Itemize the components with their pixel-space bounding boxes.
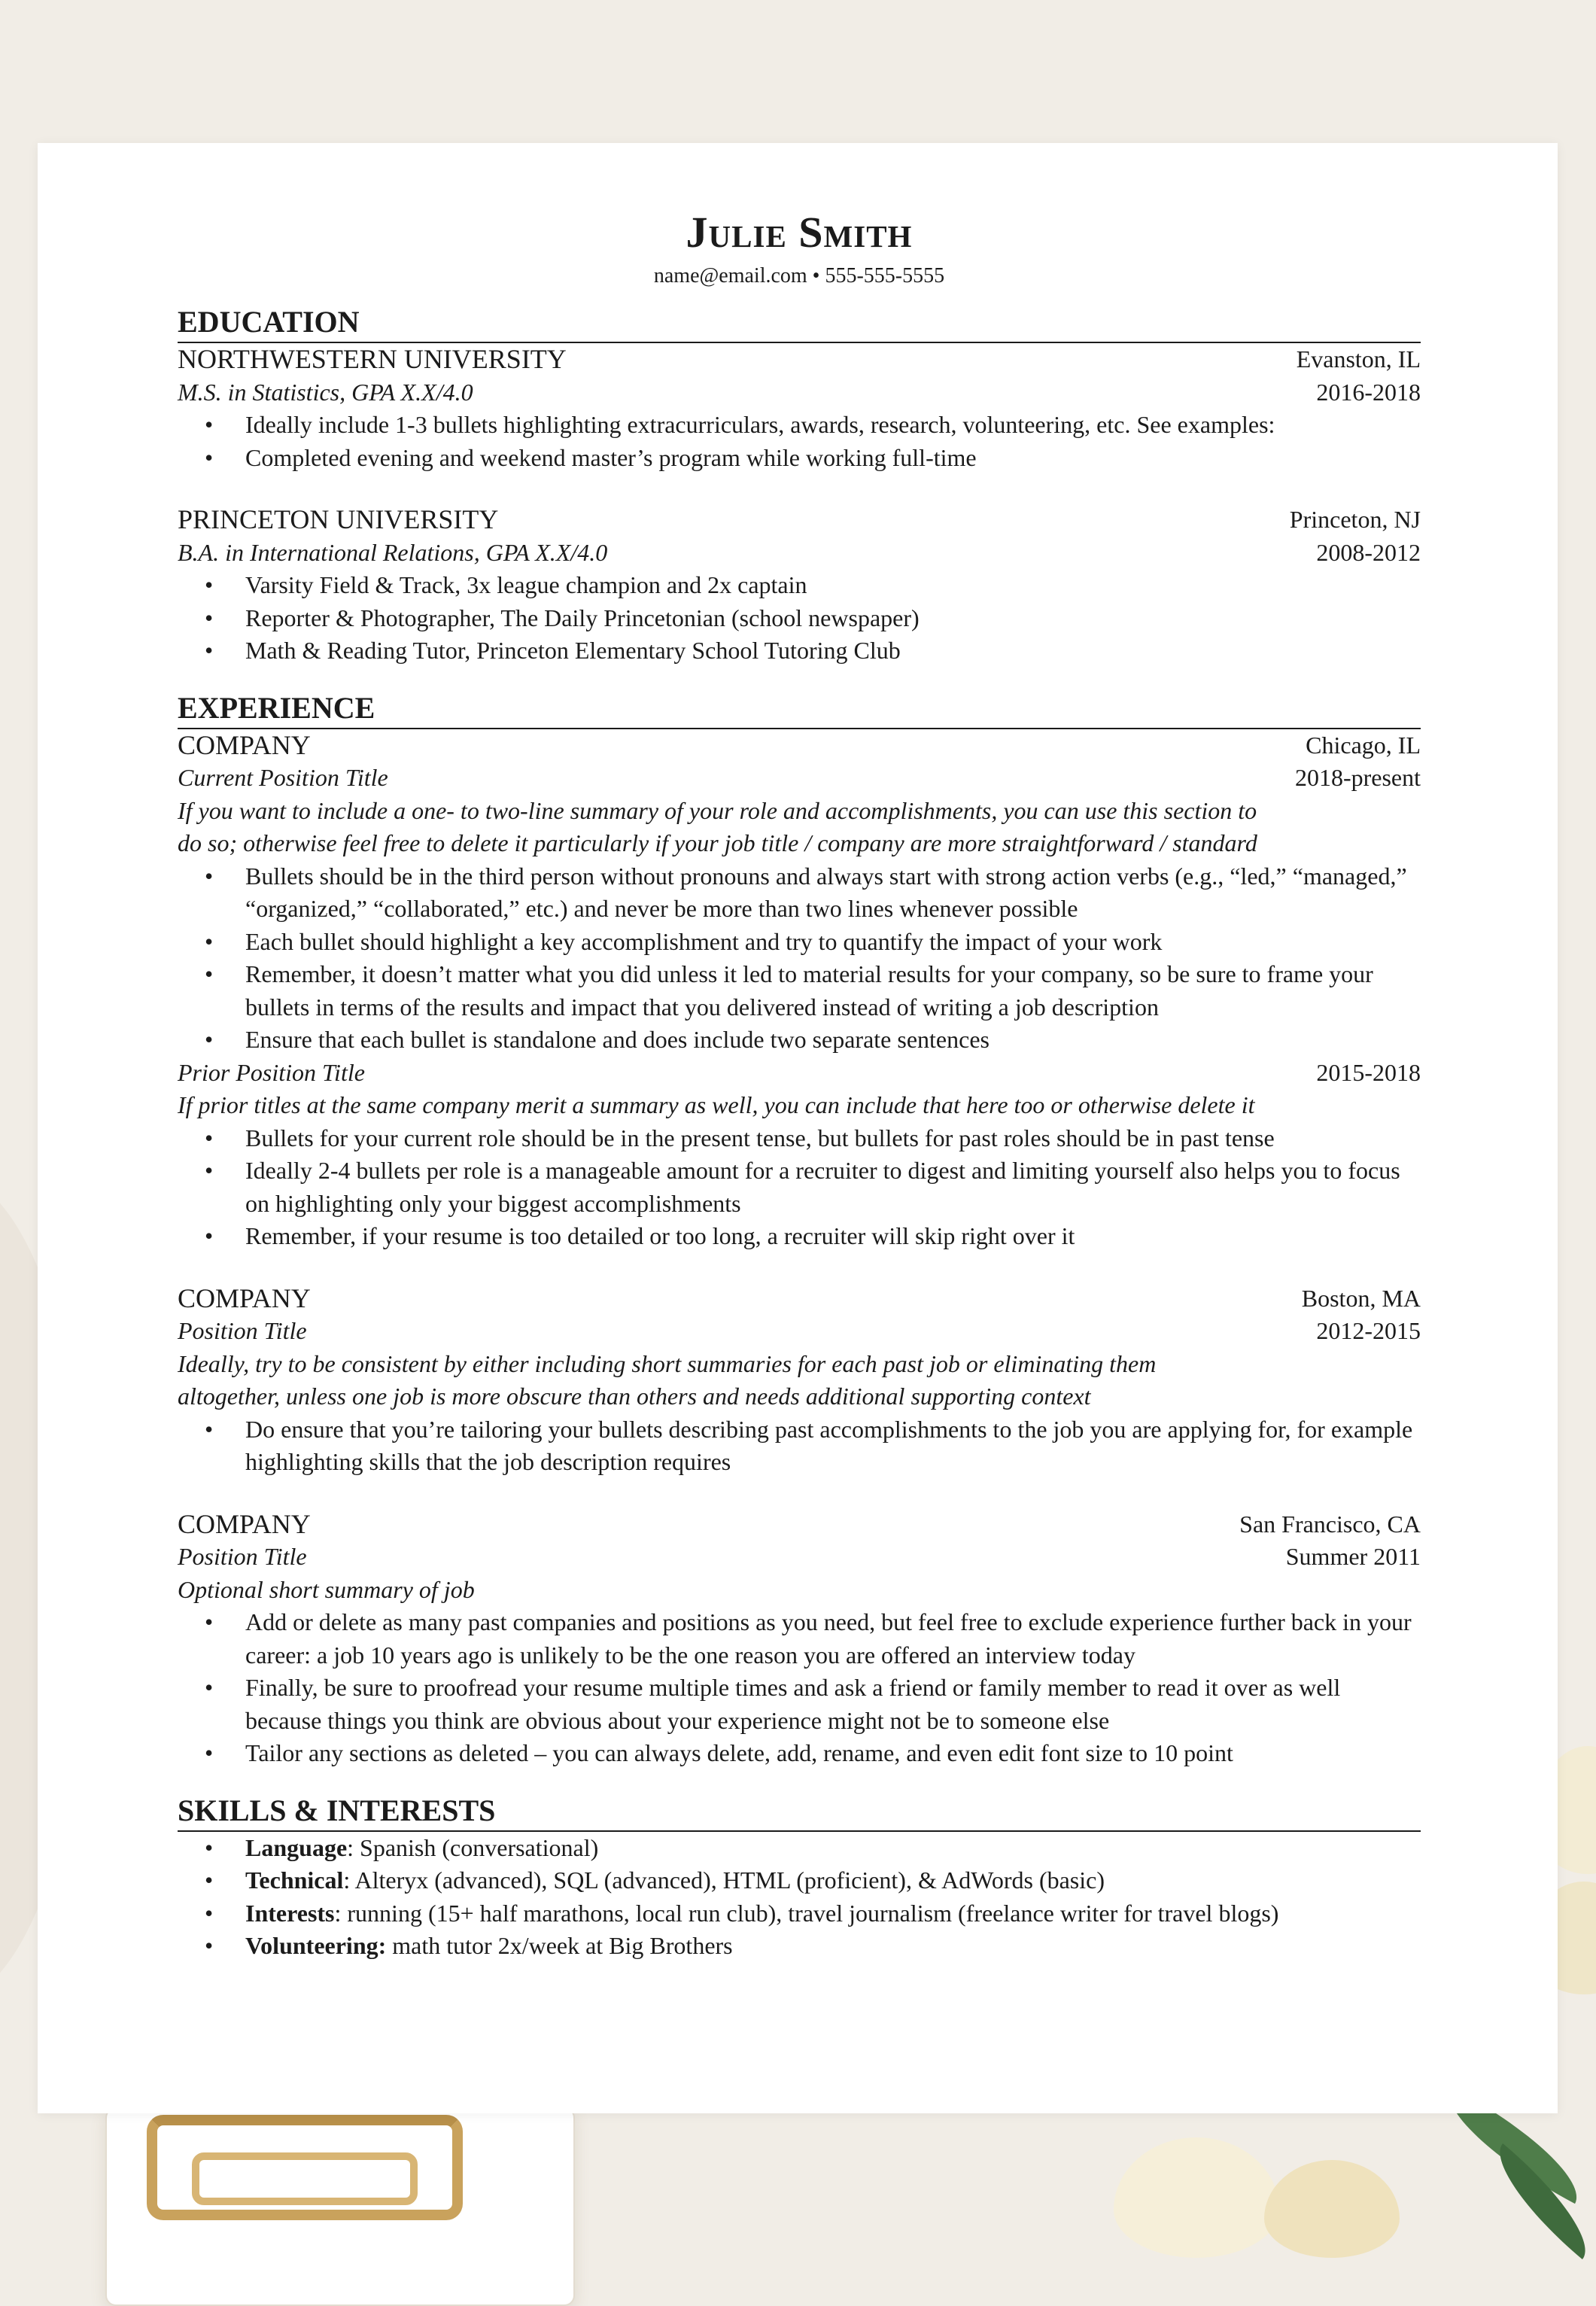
list-item: • Varsity Field & Track, 3x league champion and 2x captain (178, 569, 1421, 602)
experience-entry (178, 1508, 1421, 1770)
position-dates: 2018-present (1294, 764, 1421, 791)
position-title: Position Title (178, 1543, 307, 1570)
company-location: Boston, MA (1301, 1284, 1421, 1312)
company-location: Chicago, IL (1306, 731, 1421, 759)
company-location: San Francisco, CA (1239, 1510, 1421, 1538)
education-dates: 2016-2018 (1316, 378, 1421, 406)
role-summary: Ideally, try to be consistent by either including short summaries for each past job or eliminating them (178, 1349, 1157, 1377)
school-location: Evanston, IL (1296, 345, 1421, 373)
prior-role-summary: If prior titles at the same company merit a summary as well, you can include that here too or otherwise delete it (178, 1091, 1255, 1118)
list-item: • Ideally 2-4 bullets per role is a manageable amount for a recruiter to digest and limiting yourself also helps you to focus on highlighting only your biggest accomplishments (178, 1155, 1421, 1220)
position-title: Current Position Title (178, 764, 388, 791)
candidate-name: Julie Smith (686, 208, 913, 257)
role-summary: If you want to include a one- to two-line summary of your role and accomplishments, you can use this section to (178, 796, 1257, 824)
list-item: • Add or delete as many past companies and positions as you need, but feel free to exclude experience further back in your career: a job 10 years ago is unlikely to be the one reason you are offered an interview today (178, 1606, 1421, 1672)
list-item: • Remember, it doesn’t matter what you did unless it led to material results for your company, so be sure to frame your bullets in terms of the results and impact that you delivered instead of writing a job description (178, 958, 1421, 1024)
prior-position-dates: 2015-2018 (1316, 1058, 1421, 1086)
skill-label: Language (245, 1833, 348, 1861)
skill-text: math tutor 2x/week at Big Brothers (386, 1932, 733, 1959)
company-name: COMPANY (178, 1508, 311, 1539)
experience-heading: EXPERIENCE (178, 689, 1421, 729)
role-summary: do so; otherwise feel free to delete it particularly if your job title / company are more straightforward / standard (178, 829, 1257, 856)
list-item: • Tailor any sections as deleted – you can always delete, add, rename, and even edit font size to 10 point (178, 1737, 1421, 1770)
school-location: Princeton, NJ (1289, 506, 1421, 533)
list-item: • Bullets for your current role should be in the present tense, but bullets for past roles should be in past tense (178, 1122, 1421, 1155)
position-dates: Summer 2011 (1285, 1543, 1421, 1570)
company-name: COMPANY (178, 729, 311, 760)
list-item: • Remember, if your resume is too detailed or too long, a recruiter will skip right over it (178, 1220, 1421, 1253)
education-entry (178, 503, 1421, 668)
skill-label: Volunteering: (245, 1932, 387, 1959)
skills-list (178, 1832, 1421, 1963)
skills-heading: SKILLS & INTERESTS (178, 1791, 1421, 1832)
position-title: Position Title (178, 1317, 307, 1344)
prior-position-title: Prior Position Title (178, 1058, 365, 1086)
list-item: • Ensure that each bullet is standalone and does include two separate sentences (178, 1024, 1421, 1057)
list-item: • Reporter & Photographer, The Daily Princetonian (school newspaper) (178, 602, 1421, 635)
school-name: PRINCETON UNIVERSITY (178, 504, 499, 534)
list-item: • Finally, be sure to proofread your resume multiple times and ask a friend or family member to read it over as well because things you think are obvious about your experience might not be to someone else (178, 1672, 1421, 1737)
school-name: NORTHWESTERN UNIVERSITY (178, 344, 567, 374)
list-item: • Completed evening and weekend master’s program while working full-time (178, 442, 1421, 475)
education-entry (178, 343, 1421, 474)
skill-text: : Spanish (conversational) (347, 1833, 599, 1861)
skill-item (178, 1897, 1421, 1930)
list-item: • Do ensure that you’re tailoring your bullets describing past accomplishments to the job you are applying for, for example highlighting skills that the job description requires (178, 1413, 1421, 1479)
position-dates: 2012-2015 (1316, 1317, 1421, 1344)
education-heading: EDUCATION (178, 303, 1421, 343)
skill-text: : Alteryx (advanced), SQL (advanced), HTML (proficient), & AdWords (basic) (343, 1866, 1105, 1894)
experience-entry (178, 1282, 1421, 1479)
skill-label: Interests (245, 1899, 335, 1927)
degree: B.A. in International Relations, GPA X.X/4.0 (178, 538, 608, 566)
clipboard-clip-inner (192, 2152, 418, 2205)
role-summary: Optional short summary of job (178, 1575, 475, 1603)
flower-petal (1264, 2160, 1400, 2258)
list-item: • Ideally include 1-3 bullets highlighting extracurriculars, awards, research, volunteering, etc. See examples: (178, 409, 1421, 442)
degree: M.S. in Statistics, GPA X.X/4.0 (178, 378, 473, 406)
skill-item (178, 1864, 1421, 1897)
contact-info: name@email.com • 555-555-5555 (653, 264, 945, 287)
company-name: COMPANY (178, 1282, 311, 1313)
list-item: • Each bullet should highlight a key accomplishment and try to quantify the impact of your work (178, 926, 1421, 959)
skill-text: : running (15+ half marathons, local run club), travel journalism (freelance writer for travel blogs) (334, 1899, 1279, 1927)
education-dates: 2008-2012 (1316, 538, 1421, 566)
skill-label: Technical (245, 1866, 344, 1894)
resume-page (38, 143, 1558, 2113)
experience-entry (178, 729, 1421, 1253)
resume-content (178, 203, 1421, 1963)
list-item: • Bullets should be in the third person without pronouns and always start with strong action verbs (e.g., “led,” “managed,” “organized,” “collaborated,” etc.) and never be more than two lines whenever possible (178, 860, 1421, 926)
role-summary: altogether, unless one job is more obscure than others and needs additional supporting context (178, 1383, 1091, 1410)
skill-item (178, 1930, 1421, 1963)
skill-item (178, 1832, 1421, 1865)
list-item: • Math & Reading Tutor, Princeton Elementary School Tutoring Club (178, 634, 1421, 668)
flower-petal (1114, 2137, 1279, 2258)
